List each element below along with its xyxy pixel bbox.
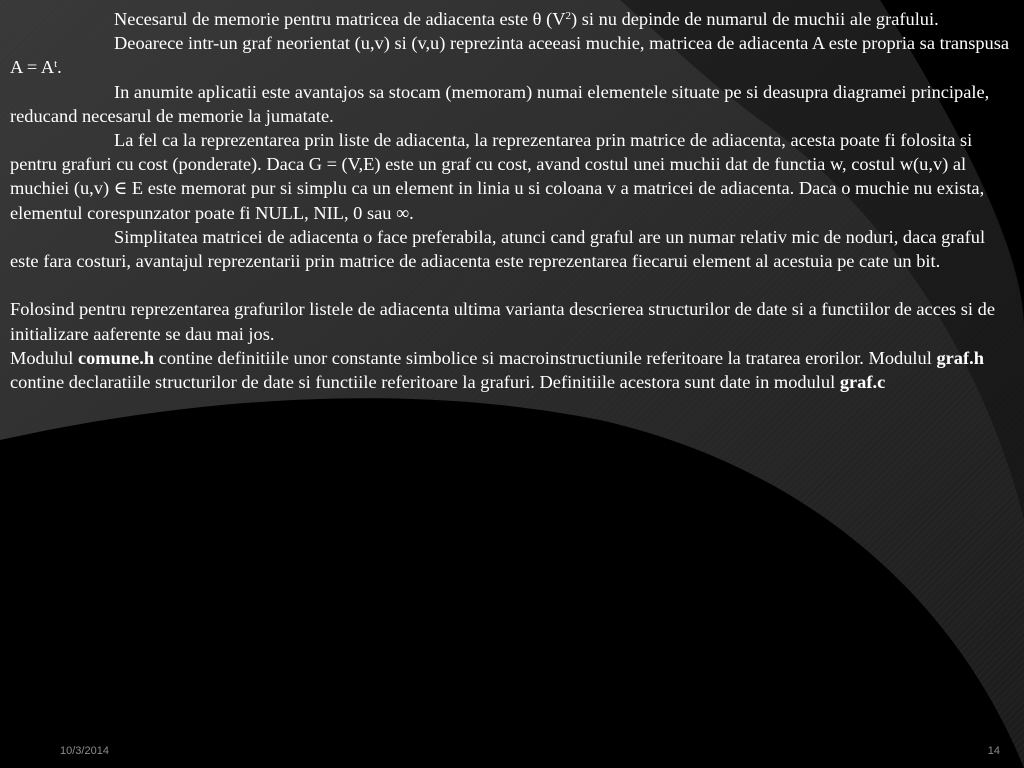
footer-page-number: 14 <box>987 745 1000 757</box>
text-run: contine definitiile unor constante simbolice si macroinstructiunile referitoare la tratarea erorilor. Modulul <box>154 347 937 368</box>
paragraph-p3 <box>10 80 1016 128</box>
paragraph-p5 <box>10 225 1016 273</box>
superscript: 2 <box>565 10 571 22</box>
text-run: contine declaratiile structurilor de date si functiile referitoare la grafuri. Definitiile acestora sunt date in modulul <box>10 372 840 393</box>
slide-body-text <box>10 7 1016 394</box>
text-run: . <box>57 57 62 78</box>
text-run: Simplitatea matricei de adiacenta o face preferabila, atunci cand graful are un numar relativ mic de noduri, daca graful este fara costuri, avantajul reprezentarii prin matrice de adiacenta este reprezentarea fiecarui element al acestuia pe cate un bit. <box>10 226 986 272</box>
footer-date: 10/3/2014 <box>60 745 109 757</box>
text-run: Folosind pentru reprezentarea grafurilor listele de adiacenta ultima varianta descrierea structurilor de date si a functiilor de acces si de initializare aaferente se dau mai jos. <box>10 299 995 344</box>
paragraph-p2 <box>10 31 1016 79</box>
module-name: graf.h <box>936 347 984 368</box>
paragraph-p6 <box>10 297 1016 345</box>
text-run: ) si nu depinde de numarul de muchii ale grafului. <box>571 9 939 29</box>
paragraph-gap <box>10 273 1016 297</box>
superscript: t <box>54 58 58 71</box>
text-run: In anumite aplicatii este avantajos sa stocam (memoram) numai elementele situate pe si deasupra diagramei principale, reducand necesarul de memorie la jumatate. <box>10 81 990 126</box>
module-name: comune.h <box>77 347 155 368</box>
text-run: Deoarece intr-un graf neorientat (u,v) si (v,u) reprezinta aceeasi muchie, matricea de adiacenta A este propria sa transpusa A = A <box>10 33 1010 78</box>
text-run: La fel ca la reprezentarea prin liste de adiacenta, la reprezentarea prin matrice de adiacenta, acesta poate fi folosita si pentru grafuri cu cost (ponderate). Daca G = (V,E) este un graf cu cost, avand costul unei muchii dat de functia w, costul w(u,v) al muchiei (u,v) ∈ E este memorat pur si simplu ca un element in linia u si coloana v a matricei de adiacenta. Daca o muchie nu exista, elementul corespunzator poate fi NULL, NIL, 0 sau ∞. <box>10 130 985 223</box>
text-run: Necesarul de memorie pentru matricea de adiacenta este θ (V <box>114 9 566 29</box>
module-name: graf.c <box>839 372 886 393</box>
paragraph-p1 <box>10 7 1016 31</box>
paragraph-p7 <box>10 346 1016 394</box>
text-run: Modulul <box>10 347 78 368</box>
paragraph-p4 <box>10 128 1016 225</box>
